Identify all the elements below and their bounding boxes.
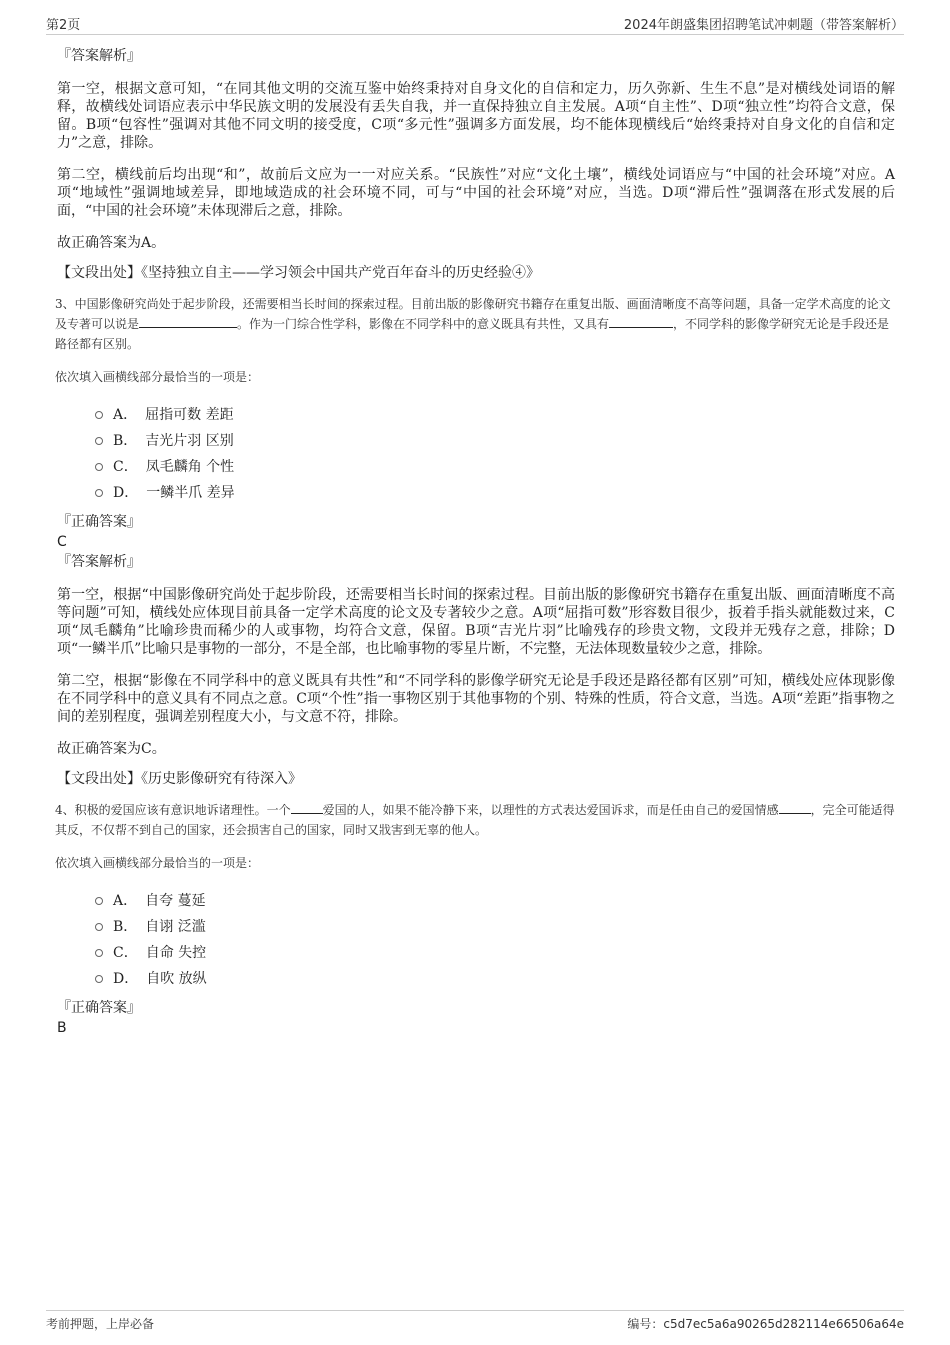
- q4-option-c[interactable]: [95, 940, 895, 966]
- q4-blank-2: [779, 801, 811, 814]
- q4-option-a[interactable]: [95, 888, 895, 914]
- document-code-value: c5d7ec5a6a90265d282114e66506a64e: [663, 1317, 904, 1331]
- option-text: 一鳞半爪 差异: [146, 485, 235, 501]
- q4-option-b[interactable]: [95, 914, 895, 940]
- q3-options: [95, 402, 895, 506]
- q4-text-part-c: ，完全可能适得其反，不仅帮不到自己的国家，还会损害自己的国家，同时又戕害到无辜的他人。: [55, 803, 895, 837]
- option-text: 屈指可数 差距: [145, 407, 234, 423]
- radio-icon[interactable]: [95, 437, 103, 445]
- document-code-label: 编号：: [627, 1317, 664, 1331]
- radio-icon[interactable]: [95, 923, 103, 931]
- radio-icon[interactable]: [95, 411, 103, 419]
- page-header: [46, 14, 904, 35]
- q3-blank-1: [139, 315, 237, 328]
- correct-answer-label: 『正确答案』: [57, 514, 141, 530]
- page-footer: [46, 1310, 904, 1333]
- option-letter: D．: [113, 485, 139, 501]
- footer-slogan: 考前押题，上岸必备: [46, 1317, 155, 1331]
- q3-analysis-para-2: 第二空，根据“影像在不同学科中的意义既具有共性”和“不同学科的影像学研究无论是手段还是路径都有区别”可知，横线处应体现影像在不同学科中的意义具有不同点之意。C项“个性”指一事物区别于其他事物的个别、特殊的性质，符合文意，当选。A项“差距”指事物之间的差别程度，强调差别程度大小，与文意不符，排除。: [57, 673, 895, 725]
- q4-option-d[interactable]: [95, 966, 895, 992]
- option-text: 凤毛麟角 个性: [145, 459, 235, 475]
- page-number: 第2页: [46, 18, 81, 33]
- option-letter: C．: [113, 945, 138, 961]
- radio-icon[interactable]: [95, 897, 103, 905]
- option-text: 自诩 泛滥: [145, 919, 206, 935]
- q3-text-part-b: 。作为一门综合性学科，影像在不同学科中的意义既具有共性，又具有: [237, 317, 610, 331]
- q3-option-d[interactable]: [95, 480, 895, 506]
- q3-text-part-c: ，不同学科的影像学研究无论是手段还是路径都有区别。: [55, 317, 890, 351]
- option-letter: D．: [113, 971, 139, 987]
- q2-analysis-para-2: 第二空，横线前后均出现“和”，故前后文应为一一对应关系。“民族性”对应“文化土壤”，横线处词语应与“中国的社会环境”对应。A项“地域性”强调地域差异，即地域造成的社会环境不同，可与“中国的社会环境”对应，当选。D项“滞后性”强调落在形式发展的后面，“中国的社会环境”未体现滞后之意，排除。: [57, 167, 895, 219]
- q2-conclusion: 故正确答案为A。: [57, 235, 166, 251]
- q3-analysis-para-1: 第一空，根据“中国影像研究尚处于起步阶段，还需要相当长时间的探索过程。目前出版的影像研究书籍存在重复出版、画面清晰度不高等问题”可知，横线处应体现目前具备一定学术高度的论文及专著较少之意。A项“屈指可数”形容数目很少，扳着手指头就能数过来，C项“凤毛麟角”比喻珍贵而稀少的人或事物，均符合文意，保留。B项“吉光片羽”比喻残存的珍贵文物，文段并无残存之意，排除；D项“一鳞半爪”比喻只是事物的一部分，不是全部，也比喻事物的零星片断，不完整，无法体现数量较少之意，排除。: [57, 587, 895, 657]
- q3-option-a[interactable]: [95, 402, 895, 428]
- q4-question-text: [55, 800, 895, 840]
- radio-icon[interactable]: [95, 975, 103, 983]
- analysis-label: 『答案解析』: [57, 48, 141, 64]
- analysis-label: 『答案解析』: [57, 554, 141, 570]
- option-text: 自命 失控: [145, 945, 207, 961]
- radio-icon[interactable]: [95, 489, 103, 497]
- q3-question-text: [55, 294, 895, 354]
- option-text: 自夸 蔓延: [145, 893, 206, 909]
- q4-blank-1: [291, 801, 323, 814]
- q3-blank-2: [609, 315, 673, 328]
- option-letter: A．: [113, 893, 138, 909]
- document-title: 2024年朗盛集团招聘笔试冲刺题（带答案解析）: [623, 18, 904, 33]
- option-text: 吉光片羽 区别: [145, 433, 234, 449]
- q4-text-part-a: 4、积极的爱国应该有意识地诉诸理性。一个: [55, 803, 291, 817]
- q4-options: [95, 888, 895, 992]
- q3-option-c[interactable]: [95, 454, 895, 480]
- correct-answer-label: 『正确答案』: [57, 1000, 141, 1016]
- q4-instruction: 依次填入画横线部分最恰当的一项是：: [55, 856, 260, 870]
- q3-conclusion: 故正确答案为C。: [57, 741, 166, 757]
- q3-option-b[interactable]: [95, 428, 895, 454]
- option-letter: B．: [113, 433, 138, 449]
- option-text: 自吹 放纵: [146, 971, 207, 987]
- option-letter: C．: [113, 459, 138, 475]
- document-code: [627, 1315, 904, 1332]
- q3-answer: C: [57, 534, 67, 550]
- option-letter: B．: [113, 919, 138, 935]
- q2-source: 【文段出处】《坚持独立自主——学习领会中国共产党百年奋斗的历史经验④》: [57, 265, 540, 281]
- q3-source: 【文段出处】《历史影像研究有待深入》: [57, 771, 302, 787]
- q2-analysis-para-1: 第一空，根据文意可知，“在同其他文明的交流互鉴中始终秉持对自身文化的自信和定力，历久弥新、生生不息”是对横线处词语的解释，故横线处词语应表示中华民族文明的发展没有丢失自我，并一直保持独立自主发展。A项“自主性”、D项“独立性”均符合文意，保留。B项“包容性”强调对其他不同文明的接受度，C项“多元性”强调多方面发展，均不能体现横线后“始终秉持对自身文化的自信和定力”之意，排除。: [57, 81, 895, 151]
- radio-icon[interactable]: [95, 463, 103, 471]
- q3-text-part-a: 3、中国影像研究尚处于起步阶段，还需要相当长时间的探索过程。目前出版的影像研究书籍存在重复出版、画面清晰度不高等问题，具备一定学术高度的论文及专著可以说是: [55, 297, 891, 331]
- radio-icon[interactable]: [95, 949, 103, 957]
- option-letter: A．: [113, 407, 138, 423]
- page-content: [57, 46, 895, 1038]
- q3-instruction: 依次填入画横线部分最恰当的一项是：: [55, 370, 260, 384]
- q4-answer: B: [57, 1020, 67, 1036]
- q4-text-part-b: 爱国的人，如果不能冷静下来，以理性的方式表达爱国诉求，而是任由自己的爱国情感: [322, 803, 779, 817]
